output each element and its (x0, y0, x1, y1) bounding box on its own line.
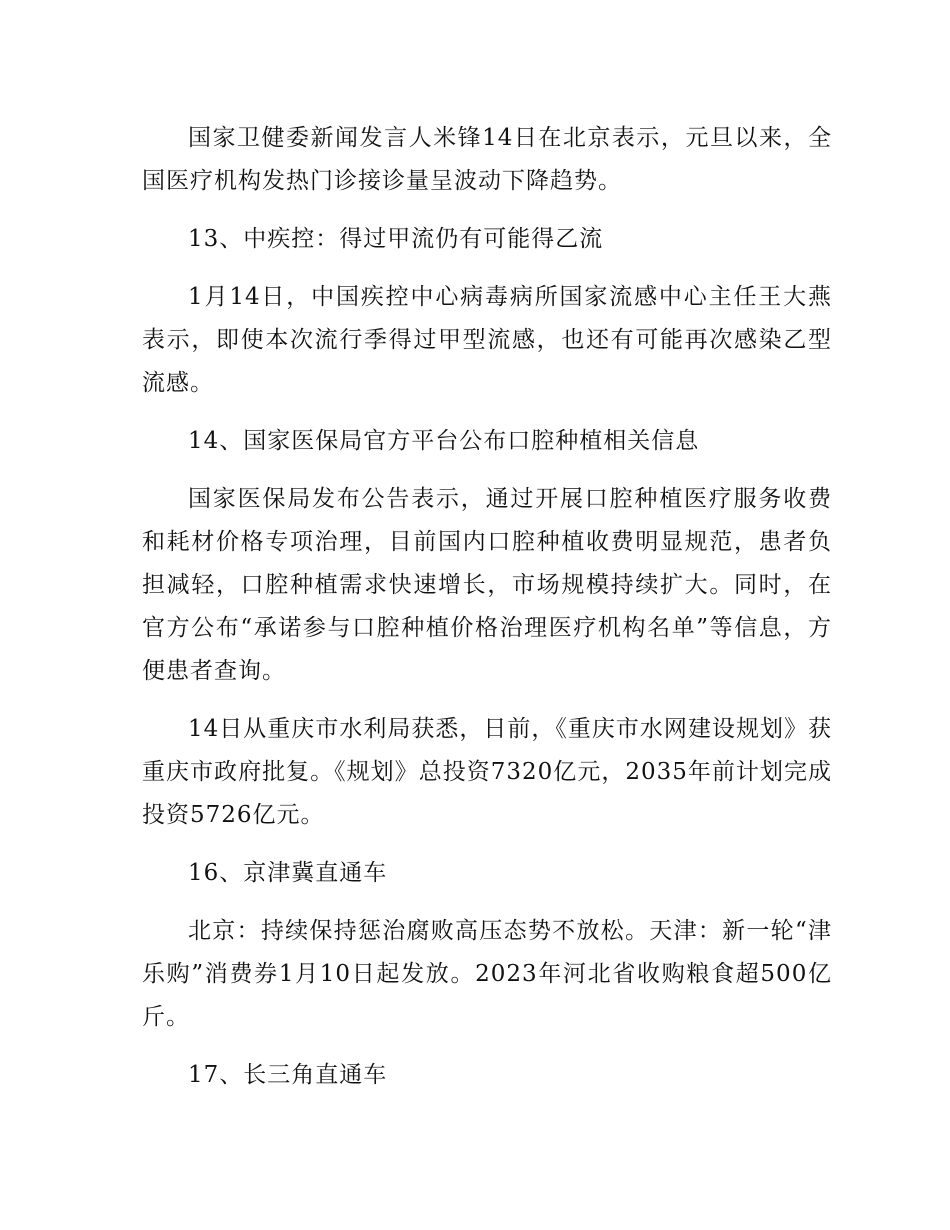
document-body (142, 117, 832, 1112)
heading-14-dental-implant: 14、国家医保局官方平台公布口腔种植相关信息 (188, 428, 700, 454)
paragraph-flu-reinfection: 1月14日，中国疾控中心病毒病所国家流感中心主任王大燕表示，即使本次流行季得过甲型流感，也还有可能再次感染乙型流感。 (142, 284, 832, 396)
heading-13-cdc-flu: 13、中疾控：得过甲流仍有可能得乙流 (188, 226, 604, 252)
paragraph-fever-clinic: 国家卫健委新闻发言人米锋14日在北京表示，元旦以来，全国医疗机构发热门诊接诊量呈波动下降趋势。 (142, 125, 832, 194)
paragraph-jingjinji: 北京：持续保持惩治腐败高压态势不放松。天津：新一轮“津乐购”消费券1月10日起发放。2023年河北省收购粮食超500亿斤。 (142, 918, 832, 1030)
paragraph-chongqing-water-plan: 14日从重庆市水利局获悉，日前，《重庆市水网建设规划》获重庆市政府批复。《规划》总投资7320亿元，2035年前计划完成投资5726亿元。 (142, 716, 832, 828)
heading-17-yangtze-delta: 17、长三角直通车 (188, 1062, 388, 1088)
heading-16-jingjinji: 16、京津冀直通车 (188, 860, 388, 886)
paragraph-dental-implant: 国家医保局发布公告表示，通过开展口腔种植医疗服务收费和耗材价格专项治理，目前国内口腔种植收费明显规范，患者负担减轻，口腔种植需求快速增长，市场规模持续扩大。同时，在官方公布“承诺参与口腔种植价格治理医疗机构名单”等信息，方便患者查询。 (142, 486, 832, 684)
